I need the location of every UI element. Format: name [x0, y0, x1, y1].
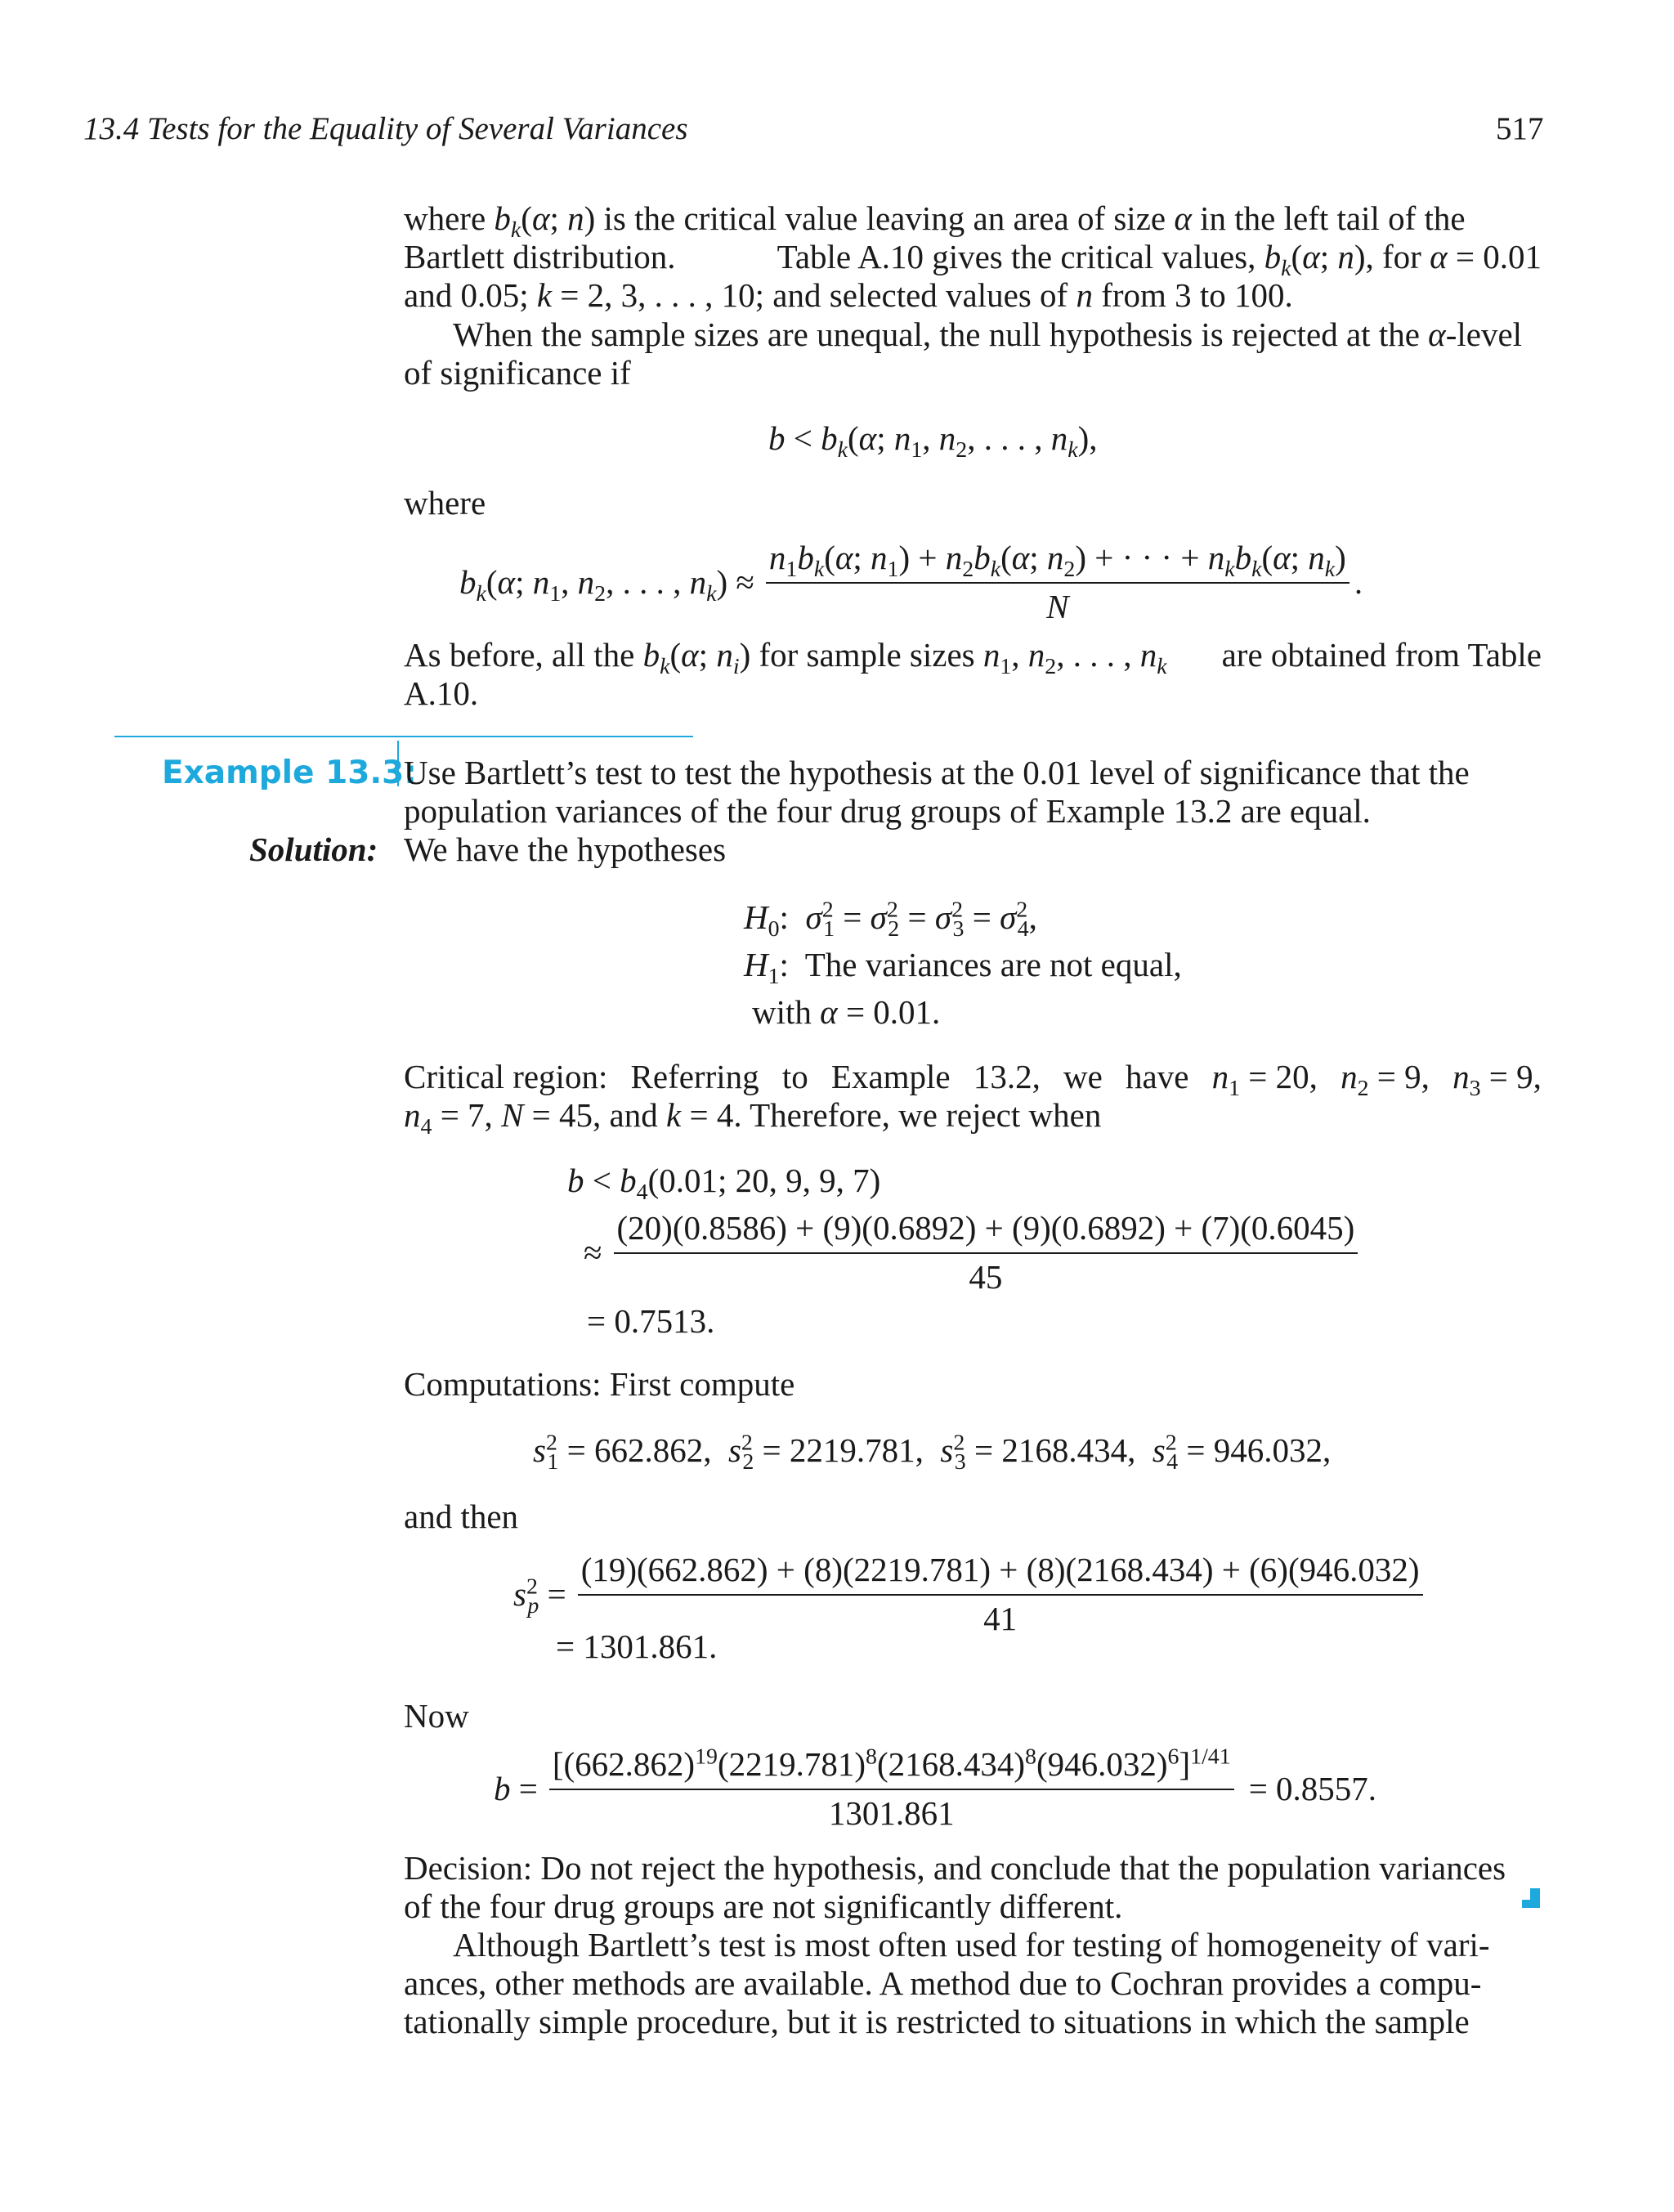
b-denominator: 1301.861	[828, 1794, 955, 1832]
example-rule	[114, 736, 693, 737]
crit-result: = 0.7513.	[587, 1302, 715, 1340]
solution-intro: We have the hypotheses	[404, 831, 727, 868]
intro-line-3: and 0.05; k = 2, 3, . . . , 10; and selected values of n from 3 to 100.	[404, 276, 1293, 314]
critical-line-2: $n_4 = 7$, N = 45, and k = 4. Therefore, we reject when	[404, 1096, 1102, 1140]
eq-approx-denominator: N	[1046, 588, 1069, 625]
closing-line-1: Although Bartlett’s test is most often used for testing of homogeneity of vari-	[453, 1926, 1490, 1963]
pooled-denominator: 41	[983, 1600, 1018, 1637]
as-before-paragraph	[404, 636, 1542, 713]
unequal-line-1: When the sample sizes are unequal, the null hypothesis is rejected at the α-level	[453, 316, 1523, 353]
closing-paragraph	[404, 1926, 1542, 2041]
example-statement	[404, 754, 1542, 831]
pooled-numerator: (19)(662.862) + (8)(2219.781) + (8)(2168.434) + (6)(946.032)	[578, 1550, 1423, 1596]
intro-line-1: where $b_k(\alpha$; n) is the critical value leaving an area of size α in the left tail of the	[404, 199, 1466, 244]
alpha-level: with α = 0.01.	[752, 993, 941, 1031]
crit-fraction	[614, 1208, 1358, 1296]
sample-variances: $s^2_1 = 662.862$, $s^2_2 = 2219.781$, $s^2_3 = 2168.434$, $s^2_4 = 946.032$,	[533, 1430, 1332, 1475]
closing-line-2: ances, other methods are available. A method due to Cochran provides a compu-	[404, 1964, 1482, 2002]
page-number: 517	[1496, 111, 1544, 146]
example-statement-line-2: population variances of the four drug groups of Example 13.2 are equal.	[404, 792, 1371, 830]
eq-approx-numerator: $n_1b_k(\alpha$; $n_1) + n_2b_k(\alpha$; $n_2$) + · · · + $n_kb_k(\alpha$; $n_k$)	[766, 538, 1349, 584]
closing-line-3: tationally simple procedure, but it is restricted to situations in which the sample	[404, 2003, 1470, 2040]
section-title: 13.4 Tests for the Equality of Several Variances	[83, 111, 688, 146]
hypothesis-h0: $H_0$: $\sigma^2_1 = \sigma^2_2 = \sigma^2_3 = \sigma^2_4$,	[744, 897, 1037, 943]
example-statement-line-1: Use Bartlett’s test to test the hypothesis at the 0.01 level of significance that the	[404, 754, 1470, 791]
crit-denominator: 45	[969, 1258, 1003, 1296]
hypothesis-h1: $H_1$: The variances are not equal,	[744, 946, 1182, 990]
intro-paragraph	[404, 199, 1542, 315]
crit-eq-1: $b < b_4(0.01$; 20, 9, 9, 7)	[567, 1162, 881, 1206]
variance-2: 2219.781	[789, 1431, 915, 1469]
eq-approx: $b_k(\alpha$; $n_1$, $n_2$, . . . , $n_k$) ≈ $\frac{n_1b_k(\alpha; n_1) + n_2b_k(\alpha; n_2) + \cdot \cdot \cdot + n_kb_k(\alpha; n_k)}{N}$ .	[459, 539, 1363, 625]
unequal-line-2: of significance if	[404, 354, 631, 392]
decision-line-1: Decision: Do not reject the hypothesis, and conclude that the population variances	[404, 1849, 1506, 1887]
pooled-variance-eq: $s^2_p$ = $\frac{(19)(662.862) + (8)(2219.781) + (8)(2168.434) + (6)(946.032)}{41}$	[513, 1550, 1423, 1638]
b-statistic-eq: b = $\frac{[(662.862)^{19}(2219.781)^8(2168.434)^8(946.032)^6]^{1/41}}{1301.861}$ = 0.8557.	[494, 1744, 1377, 1832]
variance-4: 946.032	[1213, 1431, 1323, 1469]
as-before-line-1: As before, all the $b_k(\alpha$; $n_i$) for sample sizes $n_1$, $n_2$, . . . , $n_k$ are obtained from Table	[404, 636, 1542, 680]
crit-numerator: (20)(0.8586) + (9)(0.6892) + (9)(0.6892) + (7)(0.6045)	[614, 1208, 1358, 1254]
unequal-paragraph	[404, 316, 1542, 392]
intro-line-2: Bartlett distribution. Table A.10 gives the critical values, $b_k(\alpha$; n), for α = 0.01	[404, 238, 1542, 282]
crit-eq-2: ≈ $\frac{(20)(0.8586) + (9)(0.6892) + (9)(0.6892) + (7)(0.6045)}{45}$	[584, 1208, 1358, 1296]
eq-reject: $b < b_k(\alpha$; $n_1$, $n_2$, . . . , $n_k$),	[768, 419, 1098, 463]
critical-line-1: Critical region: Referring to Example 13.2, we have $n_1 = 20$, $n_2 = 9$, $n_3 = 9$,	[404, 1058, 1542, 1102]
b-fraction	[549, 1744, 1234, 1833]
as-before-line-2: A.10.	[404, 674, 479, 712]
b-result: = 0.8557.	[1248, 1770, 1377, 1807]
and-then-label: and then	[404, 1498, 519, 1535]
decision-line-2: of the four drug groups are not significantly different.	[404, 1887, 1123, 1925]
h1-text: The variances are not equal,	[804, 946, 1182, 983]
solution-label: Solution:	[249, 831, 378, 868]
running-header	[83, 110, 688, 147]
variance-3: 2168.434	[1001, 1431, 1128, 1469]
now-label: Now	[404, 1697, 469, 1735]
b-numerator: $[(662.862)^{19}(2219.781)^8(2168.434)^8(946.032)^6]^{1/41}$	[549, 1744, 1234, 1790]
critical-region-paragraph	[404, 1058, 1542, 1140]
pooled-fraction	[578, 1550, 1423, 1638]
pooled-result: = 1301.861.	[556, 1628, 718, 1665]
computations-label: Computations: First compute	[404, 1365, 795, 1403]
example-label: Example 13.3:	[162, 754, 417, 791]
eq-approx-lhs: $b_k(\alpha$; $n_1$, $n_2$, . . . , $n_k$) ≈	[459, 563, 754, 607]
end-of-example-icon	[1522, 1888, 1540, 1908]
where-label: where	[404, 484, 486, 522]
eq-approx-fraction	[766, 538, 1349, 626]
decision-paragraph	[404, 1849, 1542, 1926]
variance-1: 662.862	[593, 1431, 704, 1469]
